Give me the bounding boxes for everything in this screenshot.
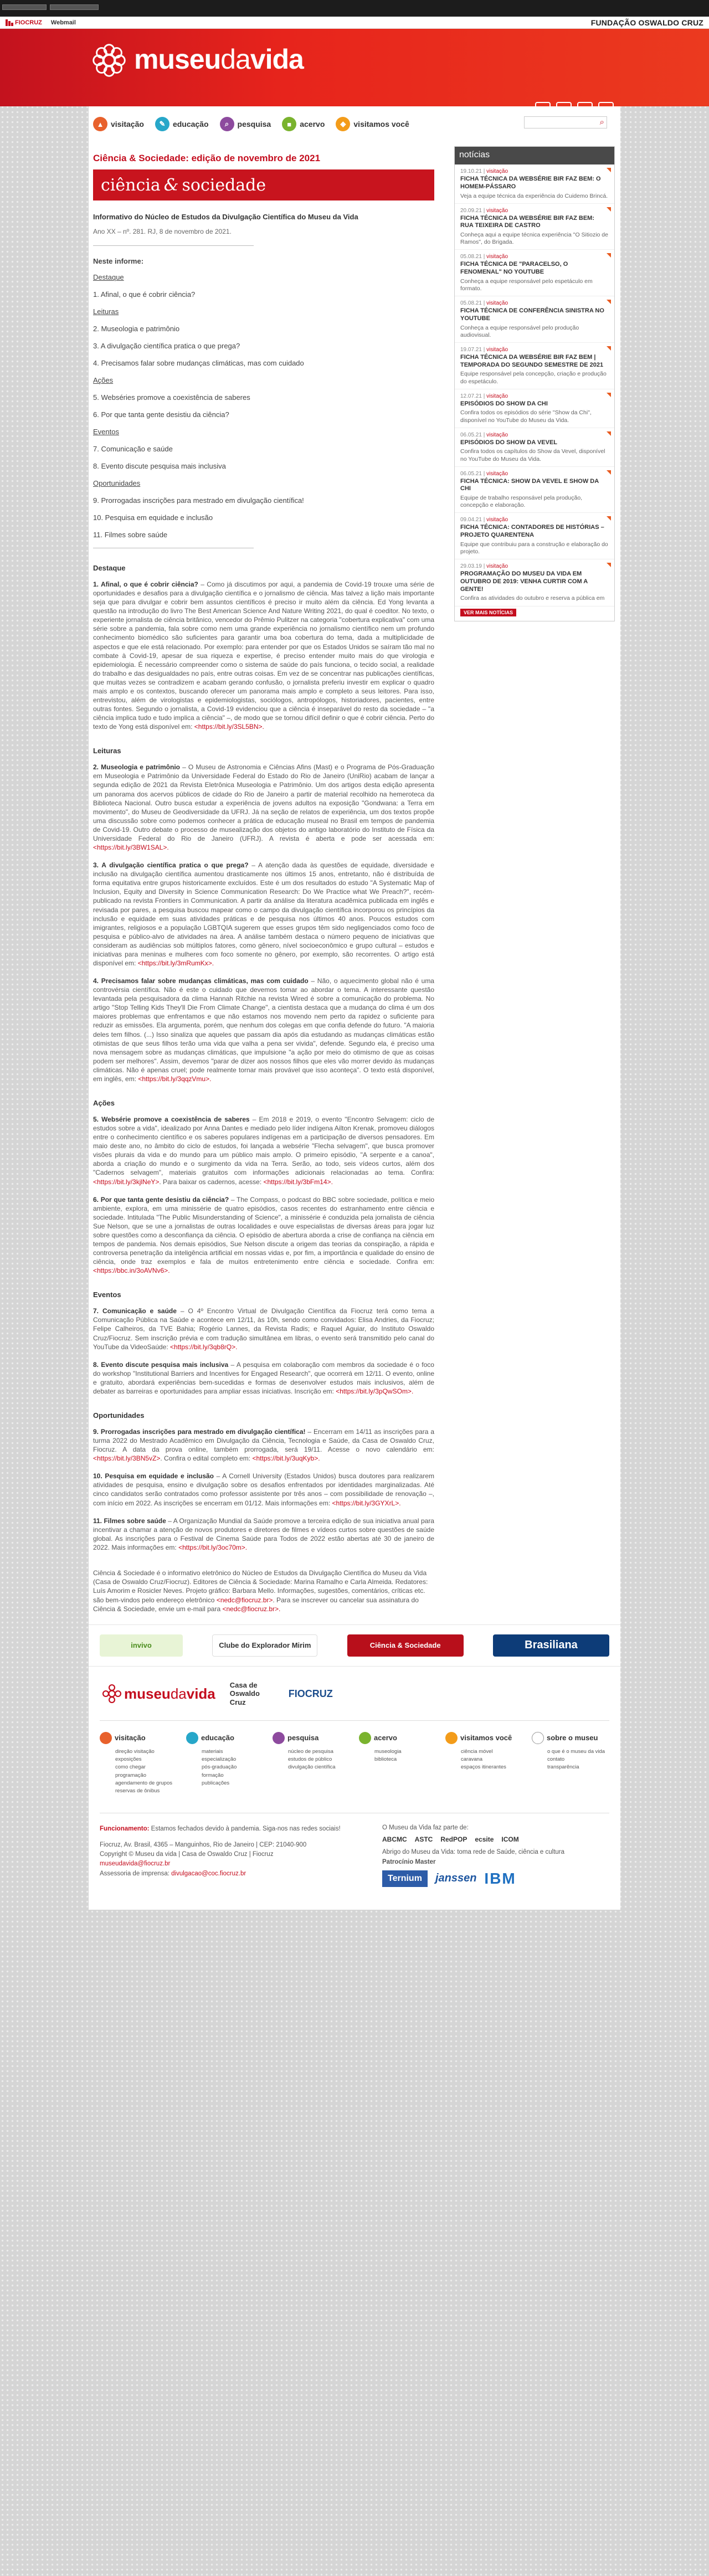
toc-item-5[interactable]: 5. Webséries promove a coexistência de saberes <box>93 393 250 402</box>
news-header: notícias <box>455 147 614 164</box>
footer-link[interactable]: formação <box>202 1772 224 1778</box>
article-link[interactable]: <https://bit.ly/3pQwSOm>. <box>336 1387 414 1395</box>
footer-link[interactable]: ciência móvel <box>461 1748 493 1755</box>
toc-heading: Neste informe: <box>93 257 144 265</box>
article-link[interactable]: <https://bit.ly/3GYXrL>. <box>332 1499 401 1507</box>
article-closing-note: Ciência & Sociedade é o informativo eletrônico do Núcleo de Estudos da Divulgação Científica do Museu da Vida (Casa de Oswaldo Cruz/Fiocruz). Editores de Ciência & Sociedade: Marina Ramalho e Carla Almeida. Redatores: Luís Amorim e Rosicler Neves. Projeto gráfico: Barbara Mello. Informações, sugestões, comentários, críticas etc. são bem-vindos pelo endereço eletrônico <nedc@fiocruz.br>. Para se inscrever ou cancelar sua assinatura do Ciência & Sociedade, envie um e-mail para <nedc@fiocruz.br>. <box>93 1569 428 1613</box>
section-heading-acoes: Ações <box>93 1098 115 1107</box>
sponsor-logos <box>382 1870 609 1888</box>
fundacao-title[interactable]: FUNDAÇÃO OSWALDO CRUZ <box>590 18 703 27</box>
footer-museu-logo[interactable]: museu da vida <box>100 1682 215 1706</box>
network-logo[interactable]: ASTC <box>414 1835 433 1843</box>
network-logos <box>382 1835 609 1843</box>
logo-wordmark: museudavida <box>134 44 304 75</box>
invivo-logo[interactable]: invivo <box>100 1634 183 1657</box>
footer-link[interactable]: direção visitação <box>115 1748 155 1755</box>
news-meta: 05.08.21 | visitação <box>460 300 508 307</box>
article-item-3: 3. A divulgação científica pratica o que prega? – A atenção dada às questões de equidade, diversidade e inclusão na divulgação científica aumentou drasticamente nos últimos 15 anos, entretanto, não é distribuída de forma equitativa entre grupos historicamente excluídos. Este é um dos resultados do estudo "A Systematic Map of Inclusion, Equity and Diversity in Science Communication Research: Do We Practice what We Preach?", recém-publicado na revista Frontiers in Communication. A partir da análise da literatura acadêmica publicada em inglês e revisada por pares, a pesquisa buscou mapear como o campo da divulgação científica incorporou os princípios da inclusão e equidade em suas atividades práticas e de pesquisa nos últimos 40 anos. Poucos estudos com imigrantes, religiosos e a população LGBTQIA sugerem que esses grupos têm sido negligenciados como foco de pesquisa e público-alvo de atividades na área. A análise também destaca o número pequeno de iniciativas que consideram as audiências sob múltiplos fatores, como gênero, nível socioeconômico e grupo cultural – estudos e iniciativas para meninas e mulheres com foco somente no gênero, por exemplo, são recorrentes. O artigo está disponível em: <https://bit.ly/3mRumKx>. <box>93 861 435 967</box>
news-desc: Equipe de trabalho responsável pela produção, concepção e elaboração. <box>460 495 583 509</box>
search-input[interactable] <box>524 116 607 128</box>
news-desc: Veja a equipe técnica da experiência do Cuidemo Brincá. <box>460 192 608 199</box>
news-title[interactable]: FICHA TÉCNICA DA WEBSÉRIE BIR FAZ BEM: O HOMEM-PÁSSARO <box>460 176 601 190</box>
pesquisa-icon: ⌕ <box>220 117 234 131</box>
news-item[interactable] <box>455 513 614 559</box>
footer-col-title[interactable]: sobre o museu <box>532 1732 608 1744</box>
address: Fiocruz, Av. Brasil, 4365 – Manguinhos, Rio de Janeiro | CEP: 21040-900 <box>100 1841 307 1848</box>
arrow-icon <box>607 207 611 212</box>
article-subtitle: Informativo do Núcleo de Estudos da Divulgação Científica do Museu da Vida <box>93 213 358 221</box>
site-header <box>0 29 709 106</box>
ternium-logo[interactable]: Ternium <box>382 1870 428 1887</box>
footer-link[interactable]: exposições <box>115 1756 142 1763</box>
footer-col-icon <box>445 1732 458 1744</box>
toc-item-9[interactable]: 9. Prorrogadas inscrições para mestrado em divulgação científica! <box>93 496 304 505</box>
toc-section-acoes[interactable]: Ações <box>93 376 114 384</box>
footer-col-icon <box>532 1732 544 1744</box>
article-item-8: 8. Evento discute pesquisa mais inclusiva – A pesquisa em colaboração com membros da sociedade é o foco do workshop "Institutional Barriers and Incentives for Engaged Research", que ocorrerá em 12/11. O evento, online e gratuito, abordará experiências bem-sucedidas e formas de desenvolver estudos mais inclusivos, além de debater as barreiras e oportunidades para ampliar essas iniciativas. Inscrição em: <https://bit.ly/3pQwSOm>. <box>93 1360 434 1395</box>
news-meta: 29.03.19 | visitação <box>460 563 508 570</box>
footer-link[interactable]: museologia <box>374 1748 402 1755</box>
news-title[interactable]: FICHA TÉCNICA: CONTADORES DE HISTÓRIAS – PROJETO QUARENTENA <box>460 524 604 539</box>
footer-networks <box>382 1824 609 1893</box>
footer-link[interactable]: caravana <box>461 1756 483 1763</box>
news-desc: Confira todos os capítulos do Show da Vevel, disponível no YouTube do Museu da Vida. <box>460 448 605 462</box>
part-of-label: O Museu da Vida faz parte de: <box>382 1824 469 1831</box>
arrow-icon <box>607 393 611 397</box>
museu-da-vida-logo[interactable] <box>88 39 304 82</box>
nav-acervo[interactable]: ■ acervo <box>282 117 325 131</box>
news-item[interactable] <box>455 343 614 389</box>
news-meta: 09.04.21 | visitação <box>460 517 508 523</box>
article-link[interactable]: <https://bit.ly/3qb8rQ>. <box>170 1343 238 1351</box>
ciencia-sociedade-banner: ciência & sociedade <box>93 169 434 200</box>
footer-logos <box>100 1681 609 1721</box>
news-item[interactable] <box>455 467 614 513</box>
footer-info <box>100 1824 360 1893</box>
footer-col <box>532 1732 608 1795</box>
footer-col-icon <box>273 1732 285 1744</box>
footer-link[interactable]: programação <box>115 1772 146 1778</box>
article <box>93 142 436 1613</box>
toc-section-leituras[interactable]: Leituras <box>93 307 119 316</box>
news-meta: 19.07.21 | visitação <box>460 346 508 353</box>
ciencia-sociedade-logo[interactable]: Ciência & Sociedade <box>347 1634 464 1657</box>
section-heading-leituras: Leituras <box>93 747 121 755</box>
footer-link[interactable]: transparência <box>547 1764 579 1771</box>
flower-logo-icon <box>88 39 131 82</box>
footer-nav <box>100 1721 609 1813</box>
clube-explorador-logo[interactable]: Clube do Explorador Mirim <box>212 1634 317 1657</box>
toc-item-4[interactable]: 4. Precisamos falar sobre mudanças climáticas, mas com cuidado <box>93 359 304 367</box>
footer-col-title[interactable]: visitamos você <box>445 1732 522 1744</box>
article-link[interactable]: <https://bit.ly/3SL5BN>. <box>194 723 264 731</box>
ibm-logo[interactable]: IBM <box>484 1869 516 1887</box>
article-item-7: 7. Comunicação e saúde – O 4º Encontro Virtual de Divulgação Científica da Fiocruz terá como tema a Comunicação Pública na Saúde e acontece em 12/11, às 10h, sendo como convidados: Elisa Andries, da Fiocruz; Felipe Calheiros, da TVE Bahia; Rogério Lannes, da Revista Radis; e Raquel Aguiar, do Instituto Oswaldo Cruz/Fiocruz. Sem inscrição prévia e com tradução simultânea em libras, o evento será transmitido pelo canal do YouTube da VideoSaúde: <https://bit.ly/3qb8rQ>. <box>93 1307 434 1351</box>
visitacao-icon: ▲ <box>93 117 107 131</box>
educacao-icon: ✎ <box>155 117 169 131</box>
network-logo[interactable]: ecsite <box>475 1835 494 1843</box>
article-link[interactable]: <https://bit.ly/3qqzVmu>. <box>138 1074 212 1083</box>
news-item[interactable] <box>455 389 614 428</box>
article-item-11: 11. Filmes sobre saúde – A Organização Mundial da Saúde promove a terceira edição de sua iniciativa anual para incentivar a chamar a atenção de novos produtores e diretores de filmes e vídeos curtos sobre questões de saúde global. As inscrições para o Festival de Cinema Saúde para Todos de 2022 estão abertas até 30 de janeiro de 2022. Mais informações em: <https://bit.ly/3oc70m>. <box>93 1516 434 1551</box>
servicos-gov-select[interactable] <box>50 4 99 10</box>
news-meta: 12.07.21 | visitação <box>460 393 508 399</box>
toc-item-1[interactable]: 1. Afinal, o que é cobrir ciência? <box>93 290 196 299</box>
coc-logo[interactable]: Casa de Oswaldo Cruz <box>229 1680 260 1707</box>
sponsors-label: Patrocínio Master <box>382 1858 436 1865</box>
article-link[interactable]: <https://bit.ly/3BN5vZ> <box>93 1454 161 1463</box>
article-item-2: 2. Museologia e patrimônio – O Museu de Astronomia e Ciências Afins (Mast) e o Programa de Pós-Graduação em Museologia e Patrimônio da Universidade Federal do Estado do Rio de Janeiro (UniRio) acabam de lançar a segunda edição de 2021 da Revista Eletrônica Museologia e Patrimônio. Um dos artigos desta edição apresenta um panorama dos acervos públicos de cidade do Rio de Janeiro a partir de material recolhido na hemeroteca da Biblioteca Nacional. Outro busca estudar a experiência de jovens adultos na exposição "Gondwana: a Terra em movimento", do Museu de Geodiversidade da UFRJ. Já na seção de relatos de experiência, um dos textos propõe uma discussão sobre como podemos conhecer a prática de educação museal no Brasil em tempos de pandemia de Covid-19. Outro debate o processo de musealização dos objetos do antigo laboratório do Instituto de Física da Universidade Federal do Rio de Janeiro (UFRJ). A revista é aberta e pode ser acessada em: <https://bit.ly/3BW1SAL>. <box>93 763 434 852</box>
footer-col-title[interactable]: visitação <box>100 1732 176 1744</box>
press-contact: Assessoria de imprensa: divulgacao@coc.fiocruz.br <box>100 1870 246 1877</box>
section-heading-oportunidades: Oportunidades <box>93 1411 145 1420</box>
site-footer <box>89 1667 620 1910</box>
news-desc: Confira as atividades do outubro e reserva a pública em <box>460 595 605 602</box>
footer-col-title[interactable]: acervo <box>359 1732 435 1744</box>
footer-link[interactable]: biblioteca <box>374 1756 397 1763</box>
partners-bar <box>89 1624 620 1667</box>
network-label: Abrigo do Museu da Vida: toma rede de Saúde, ciência e cultura <box>382 1848 565 1855</box>
news-title[interactable]: FICHA TÉCNICA DA WEBSÉRIE BIR FAZ BEM: RUA TEIXEIRA DE CASTRO <box>460 214 594 229</box>
news-item[interactable] <box>455 559 614 606</box>
arrow-icon <box>607 470 611 475</box>
arrow-icon <box>607 300 611 304</box>
footer-col-icon <box>100 1732 112 1744</box>
divider <box>93 245 254 246</box>
footer-col <box>445 1732 522 1795</box>
news-desc: Conheça aqui a equipe técnica experiência "O Sitiozio de Ramos", do Brigada. <box>460 232 608 246</box>
arrow-icon <box>607 431 611 436</box>
news-title[interactable]: EPISÓDIOS DO SHOW DA CHI <box>460 400 548 407</box>
janssen-logo[interactable]: janssen <box>435 1872 477 1885</box>
toc-item-8[interactable]: 8. Evento discute pesquisa mais inclusiva <box>93 462 226 470</box>
edition-line: Ano XX – nº. 281. RJ, 8 de novembro de 2021. <box>93 228 232 235</box>
news-item[interactable] <box>455 428 614 467</box>
article-item-10: 10. Pesquisa em equidade e inclusão – A Cornell University (Estados Unidos) busca doutores para realizarem atividades de pesquisa, ensino e divulgação sobre os desafios enfrentados por identidades marginalizadas. Até cinco candidatos serão contratados como professor assistente por três anos – com possibilidade de renovação –, com início em 2022. As inscrições se encerram em 01/12. Mais informações em: <https://bit.ly/3GYXrL>. <box>93 1472 435 1507</box>
brasiliana-logo[interactable]: Brasiliana <box>493 1634 609 1657</box>
article-link[interactable]: <https://bbc.in/3oAVNv6>. <box>93 1267 170 1275</box>
network-logo[interactable]: RedPOP <box>440 1835 467 1843</box>
footer-link[interactable]: pós-graduação <box>202 1764 237 1771</box>
footer-col <box>273 1732 349 1795</box>
footer-link[interactable]: contato <box>547 1756 565 1763</box>
footer-bottom <box>100 1813 609 1893</box>
article-link[interactable]: <https://bit.ly/3oc70m>. <box>178 1543 248 1551</box>
news-item[interactable] <box>455 250 614 296</box>
network-logo[interactable]: ICOM <box>501 1835 519 1843</box>
footer-link[interactable]: estudos de público <box>288 1756 332 1763</box>
news-title[interactable]: PROGRAMAÇÃO DO MUSEU DA VIDA EM OUTUBRO DE 2019: VENHA CURTIR COM A GENTE! <box>460 570 588 593</box>
toc-section-eventos[interactable]: Eventos <box>93 428 119 436</box>
sidebar <box>454 142 615 1613</box>
footer-col-title[interactable]: educação <box>186 1732 263 1744</box>
toc-item-7[interactable]: 7. Comunicação e saúde <box>93 445 173 453</box>
section-heading-destaque: Destaque <box>93 564 126 572</box>
footer-col-icon <box>186 1732 198 1744</box>
footer-link[interactable]: agendamento de grupos <box>115 1780 172 1787</box>
news-title[interactable]: FICHA TÉCNICA DE "PARACELSO, O FENOMENAL" NO YOUTUBE <box>460 261 568 276</box>
brasil-gov-select[interactable] <box>2 4 47 10</box>
article-item-5: 5. Websérie promove a coexistência de saberes – Em 2018 e 2019, o evento "Encontro Selvagem: ciclo de estudos sobre a vida", idealizado por Anna Dantes e mediado pelo líder indígena Ailton Krenak, promoveu diálogos entre o conhecimento científico e os saberes populares indígenas em a participação de diversos pensadores. Em maio deste ano, no âmbito do ciclo de estudos, foi lançada a websérie "Flecha selvagem", que busca promover visões plurais da vida e do mundo para um público mais amplo. O primeiro episódio, "A serpente e a canoa", aborda a criação do mundo e o surgimento da vida na Terra. Serão, ao todo, seis vídeos curtos, além dos "Cadernos selvagem", materiais gratuitos com informações adicionais relacionadas ao tema. Confira: <https://bit.ly/3kjlNeY>. Para baixar os cadernos, acesse: <https://bit.ly/3bFm14>. <box>93 1115 434 1186</box>
search-icon[interactable]: ⌕ <box>599 117 604 127</box>
footer-link[interactable]: núcleo de pesquisa <box>288 1748 333 1755</box>
nav-visitamos-voce[interactable]: ◆ visitamos você <box>336 117 409 131</box>
news-desc: Equipe responsável pela concepção, criação e produção do espetáculo. <box>460 371 607 385</box>
main-nav <box>89 106 620 142</box>
article-link[interactable]: <https://bit.ly/3BW1SAL>. <box>93 844 169 852</box>
browser-topbar <box>0 0 709 17</box>
toc-item-10[interactable]: 10. Pesquisa em equidade e inclusão <box>93 513 213 522</box>
news-desc: Conheça a equipe responsável pelo produção audiovisual. <box>460 324 579 338</box>
footer-link[interactable]: reservas de ônibus <box>115 1788 160 1795</box>
news-desc: Equipe que contribuiu para a construção e elaboração do projeto. <box>460 541 608 555</box>
news-item[interactable] <box>455 164 614 204</box>
email-link[interactable]: <nedc@fiocruz.br> <box>216 1596 273 1604</box>
arrow-icon <box>607 346 611 351</box>
news-title[interactable]: EPISÓDIOS DO SHOW DA VEVEL <box>460 439 558 446</box>
footer-link[interactable]: publicações <box>202 1780 230 1787</box>
nav-visitacao[interactable]: ▲ visitação <box>93 117 144 131</box>
press-email-link[interactable]: divulgacao@coc.fiocruz.br <box>171 1870 246 1877</box>
arrow-icon <box>607 563 611 567</box>
article-item-4: 4. Precisamos falar sobre mudanças climáticas, mas com cuidado – Não, o aquecimento global não é uma controvérsia científica. Não é este o cuidado que devemos tomar ao abordar o tema. A interessante questão levantada pela pesquisadora da clima Hannah Ritchie na revista Wired é sobre a comunicação do problema. No artigo "Stop Telling Kids They'll Die From Climate Change", a cientista destaca que a mudança do clima é um dos maiores problemas que enfrentamos e que não estamos nos movendo nem perto da rapidez o suficiente para reduzir as emissões. Ela argumenta, porém, que nenhum dos colegas em que confia defende do futuro. "A maioria deles tem filhos. (...) Isso sinaliza que aqueles que passam dia após dia estudando as mudanças climáticas estão otimistas de que seus filhos terão uma vida que valha a pena ser vivida", defende. Segundo ela, é preciso uma nova mensagem sobre as mudanças climáticas, que impulsione "a ação por meio do otimismo de que as coisas podem ser melhores". Assim, devemos "parar de dizer aos nossos filhos que eles vão morrer devido às mudanças climáticas. Não é apenas cruel; pode realmente tornar mais provável que isso aconteça". O texto está disponível, em inglês, em: <https://bit.ly/3qqzVmu>. <box>93 977 434 1083</box>
gov-bar <box>0 17 709 29</box>
arrow-icon <box>607 516 611 521</box>
footer-link[interactable]: especialização <box>202 1756 237 1763</box>
footer-link[interactable]: espaços itinerantes <box>461 1764 506 1771</box>
content-area <box>89 142 620 1624</box>
news-title[interactable]: FICHA TÉCNICA DE CONFERÊNCIA SINISTRA NO YOUTUBE <box>460 307 604 322</box>
webmail-link[interactable]: Webmail <box>50 19 76 26</box>
acervo-icon: ■ <box>282 117 296 131</box>
news-meta: 06.05.21 | visitação <box>460 431 508 438</box>
flower-logo-icon <box>100 1682 124 1706</box>
article-link[interactable]: <https://bit.ly/3uqKyb>. <box>252 1454 320 1463</box>
news-desc: Confira todos os episódios do série "Show da Chi", disponível no YouTube do Museu da Vida. <box>460 409 592 424</box>
news-desc: Conheça a equipe responsável pelo espetáculo em formato. <box>460 277 593 292</box>
toc-section-oportunidades[interactable]: Oportunidades <box>93 479 141 487</box>
news-meta: 19.10.21 | visitação <box>460 168 508 174</box>
fiocruz-icon <box>6 19 13 26</box>
news-list <box>455 164 614 606</box>
news-meta: 05.08.21 | visitação <box>460 254 508 260</box>
footer-link[interactable]: como chegar <box>115 1764 146 1771</box>
section-heading-eventos: Eventos <box>93 1290 121 1299</box>
fiocruz-link[interactable]: FIOCRUZ <box>6 19 42 26</box>
toc-item-11[interactable]: 11. Filmes sobre saúde <box>93 531 168 539</box>
toc-item-2[interactable]: 2. Museologia e patrimônio <box>93 325 180 333</box>
news-title[interactable]: FICHA TÉCNICA: SHOW DA VEVEL E SHOW DA CHI <box>460 477 599 492</box>
news-title[interactable]: FICHA TÉCNICA DA WEBSÉRIE BIR FAZ BEM | TEMPORADA DO SEGUNDO SEMESTRE DE 2021 <box>460 353 604 368</box>
nav-educacao[interactable]: ✎ educação <box>155 117 209 131</box>
nav-pesquisa[interactable]: ⌕ pesquisa <box>220 117 271 131</box>
toc-item-3[interactable]: 3. A divulgação científica pratica o que prega? <box>93 342 240 350</box>
more-news-button[interactable]: VER MAIS NOTÍCIAS <box>460 609 516 616</box>
arrow-icon <box>607 168 611 172</box>
copyright: Copyright © Museu da vida | Casa de Oswaldo Cruz | Fiocruz <box>100 1851 274 1858</box>
footer-link[interactable]: divulgação científica <box>288 1764 336 1771</box>
footer-col <box>100 1732 176 1795</box>
footer-col-icon <box>359 1732 371 1744</box>
toc-item-6[interactable]: 6. Por que tanta gente desistiu da ciência? <box>93 410 229 419</box>
news-item[interactable] <box>455 204 614 250</box>
footer-link[interactable]: o que é o museu da vida <box>547 1748 605 1755</box>
visitamos-voce-icon: ◆ <box>336 117 350 131</box>
article-link[interactable]: <https://bit.ly/3kjlNeY> <box>93 1178 160 1186</box>
footer-col-title[interactable]: pesquisa <box>273 1732 349 1744</box>
article-item-1: 1. Afinal, o que é cobrir ciência? – Como já discutimos por aqui, a pandemia de Covid-19 trouxe uma série de oportunidades e desafios para a divulgação científica e o jornalismo de ciência. Mas talvez a lição mais importante seja que para divulgar e cobrir bem assuntos científicos é preciso ir muito além da ciência. Ed Yong levanta a questão na introdução do livro The Best American Science And Nature Writing 2021, do qual é coeditor. No texto, o experiente jornalista de ciência britânico, vencedor do Prêmio Pulitzer na categoria "cobertura explicativa" com uma série sobre a pandemia, fala sobre como nem uma grande experiência no jornalismo científico nem um profundo conhecimento biomédico são suficientes para garantir uma boa cobertura do tema, dada a multiplicidade de aspectos e que ele está relacionado. Por exemplo: para entender por que os Estados Unidos se saíram tão mal no combate à Covid-19, apesar de sua riqueza e expertise, é preciso entender muito mais do que virologia e epidemiologia. É necessário compreender como o sistema de saúde do país funciona, o tecido social, a realidade do trabalho e das desigualdades no país, entre outras coisas. Em vez de se concentrar nas publicações científicas, que muitas vezes se contradizem e acabam gerando confusão, o jornalista preferiu investir em explicar o quadro mais amplo e os contextos, buscando oferecer um panorama mais amplo e completo a seus leitores. Para isso, entrevistou, além de virologistas e epidemiologistas, sociólogos, antropólogos, historiadores, pacientes, entre outras fontes. Segundo o jornalista, a Covid-19 evidenciou que a ciência é inseparável do resto da sociedade – "a ciência implica tudo e tudo implica a ciência" –, de modo que se tornou difícil definir o que é cobrir ciência. Perto do texto de Yong está disponível em: <https://bit.ly/3SL5BN>. <box>93 580 434 731</box>
article-item-6: 6. Por que tanta gente desistiu da ciência? – The Compass, o podcast do BBC sobre sociedade, política e meio ambiente, explora, em uma minissérie de quatro episódios, casos recentes do estranhamento entre ciência e sociedade. Intitulada "The Public Misunderstanding of Science", a minissérie é conduzida pela jornalista de ciência Sue Nelson, que se une a jornalistas de outras localidades e ouve especialistas de diversas áreas para jogar luz sobre questões como a desconfiança da ciência. O episódio de abertura aborda a crise de confiança na ciência em tempos de pandemia. Nos demais episódios, Sue Nelson discute a origem das teorias da conspiração, a rápida e controversa penetração da inteligência artificial em nossas vidas e, por fim, a importância e qualidade do ensino de ciência, onde traz exemplos e fala de muitos entretenimento entre ciência e sociedade. Confira em: <https://bbc.in/3oAVNv6>. <box>93 1195 434 1275</box>
news-meta: 20.09.21 | visitação <box>460 207 508 214</box>
news-meta: 06.05.21 | visitação <box>460 470 508 477</box>
news-item[interactable] <box>455 296 614 343</box>
article-item-9: 9. Prorrogadas inscrições para mestrado em divulgação científica! – Encerram em 14/11 as inscrições para a turma 2022 do Mestrado Acadêmico em Divulgação da Ciência, Tecnologia e Saúde, da Casa de Oswaldo Cruz, Fiocruz. A data da prova online, também prorrogada, será 19/11. Acesse o novo calendário em: <https://bit.ly/3BN5vZ>. Confira o edital completo em: <https://bit.ly/3uqKyb>. <box>93 1428 434 1463</box>
opening-notice: Funcionamento: Estamos fechados devido à pandemia. Siga-nos nas redes sociais! <box>100 1825 341 1832</box>
email-link[interactable]: <nedc@fiocruz.br>. <box>222 1605 281 1613</box>
footer-email-link[interactable]: museudavida@fiocruz.br <box>100 1860 171 1868</box>
news-panel <box>454 146 615 621</box>
arrow-icon <box>607 253 611 258</box>
article-link[interactable]: <https://bit.ly/3mRumKx>. <box>137 959 214 967</box>
toc-section-destaque[interactable]: Destaque <box>93 273 124 281</box>
footer-col <box>186 1732 263 1795</box>
footer-col <box>359 1732 435 1795</box>
article-link[interactable]: <https://bit.ly/3bFm14>. <box>263 1178 333 1186</box>
network-logo[interactable]: ABCMC <box>382 1835 407 1843</box>
footer-link[interactable]: materiais <box>202 1748 223 1755</box>
page-title: Ciência & Sociedade: edição de novembro de 2021 <box>93 153 321 163</box>
footer-fiocruz-logo[interactable]: FIOCRUZ <box>288 1688 333 1699</box>
